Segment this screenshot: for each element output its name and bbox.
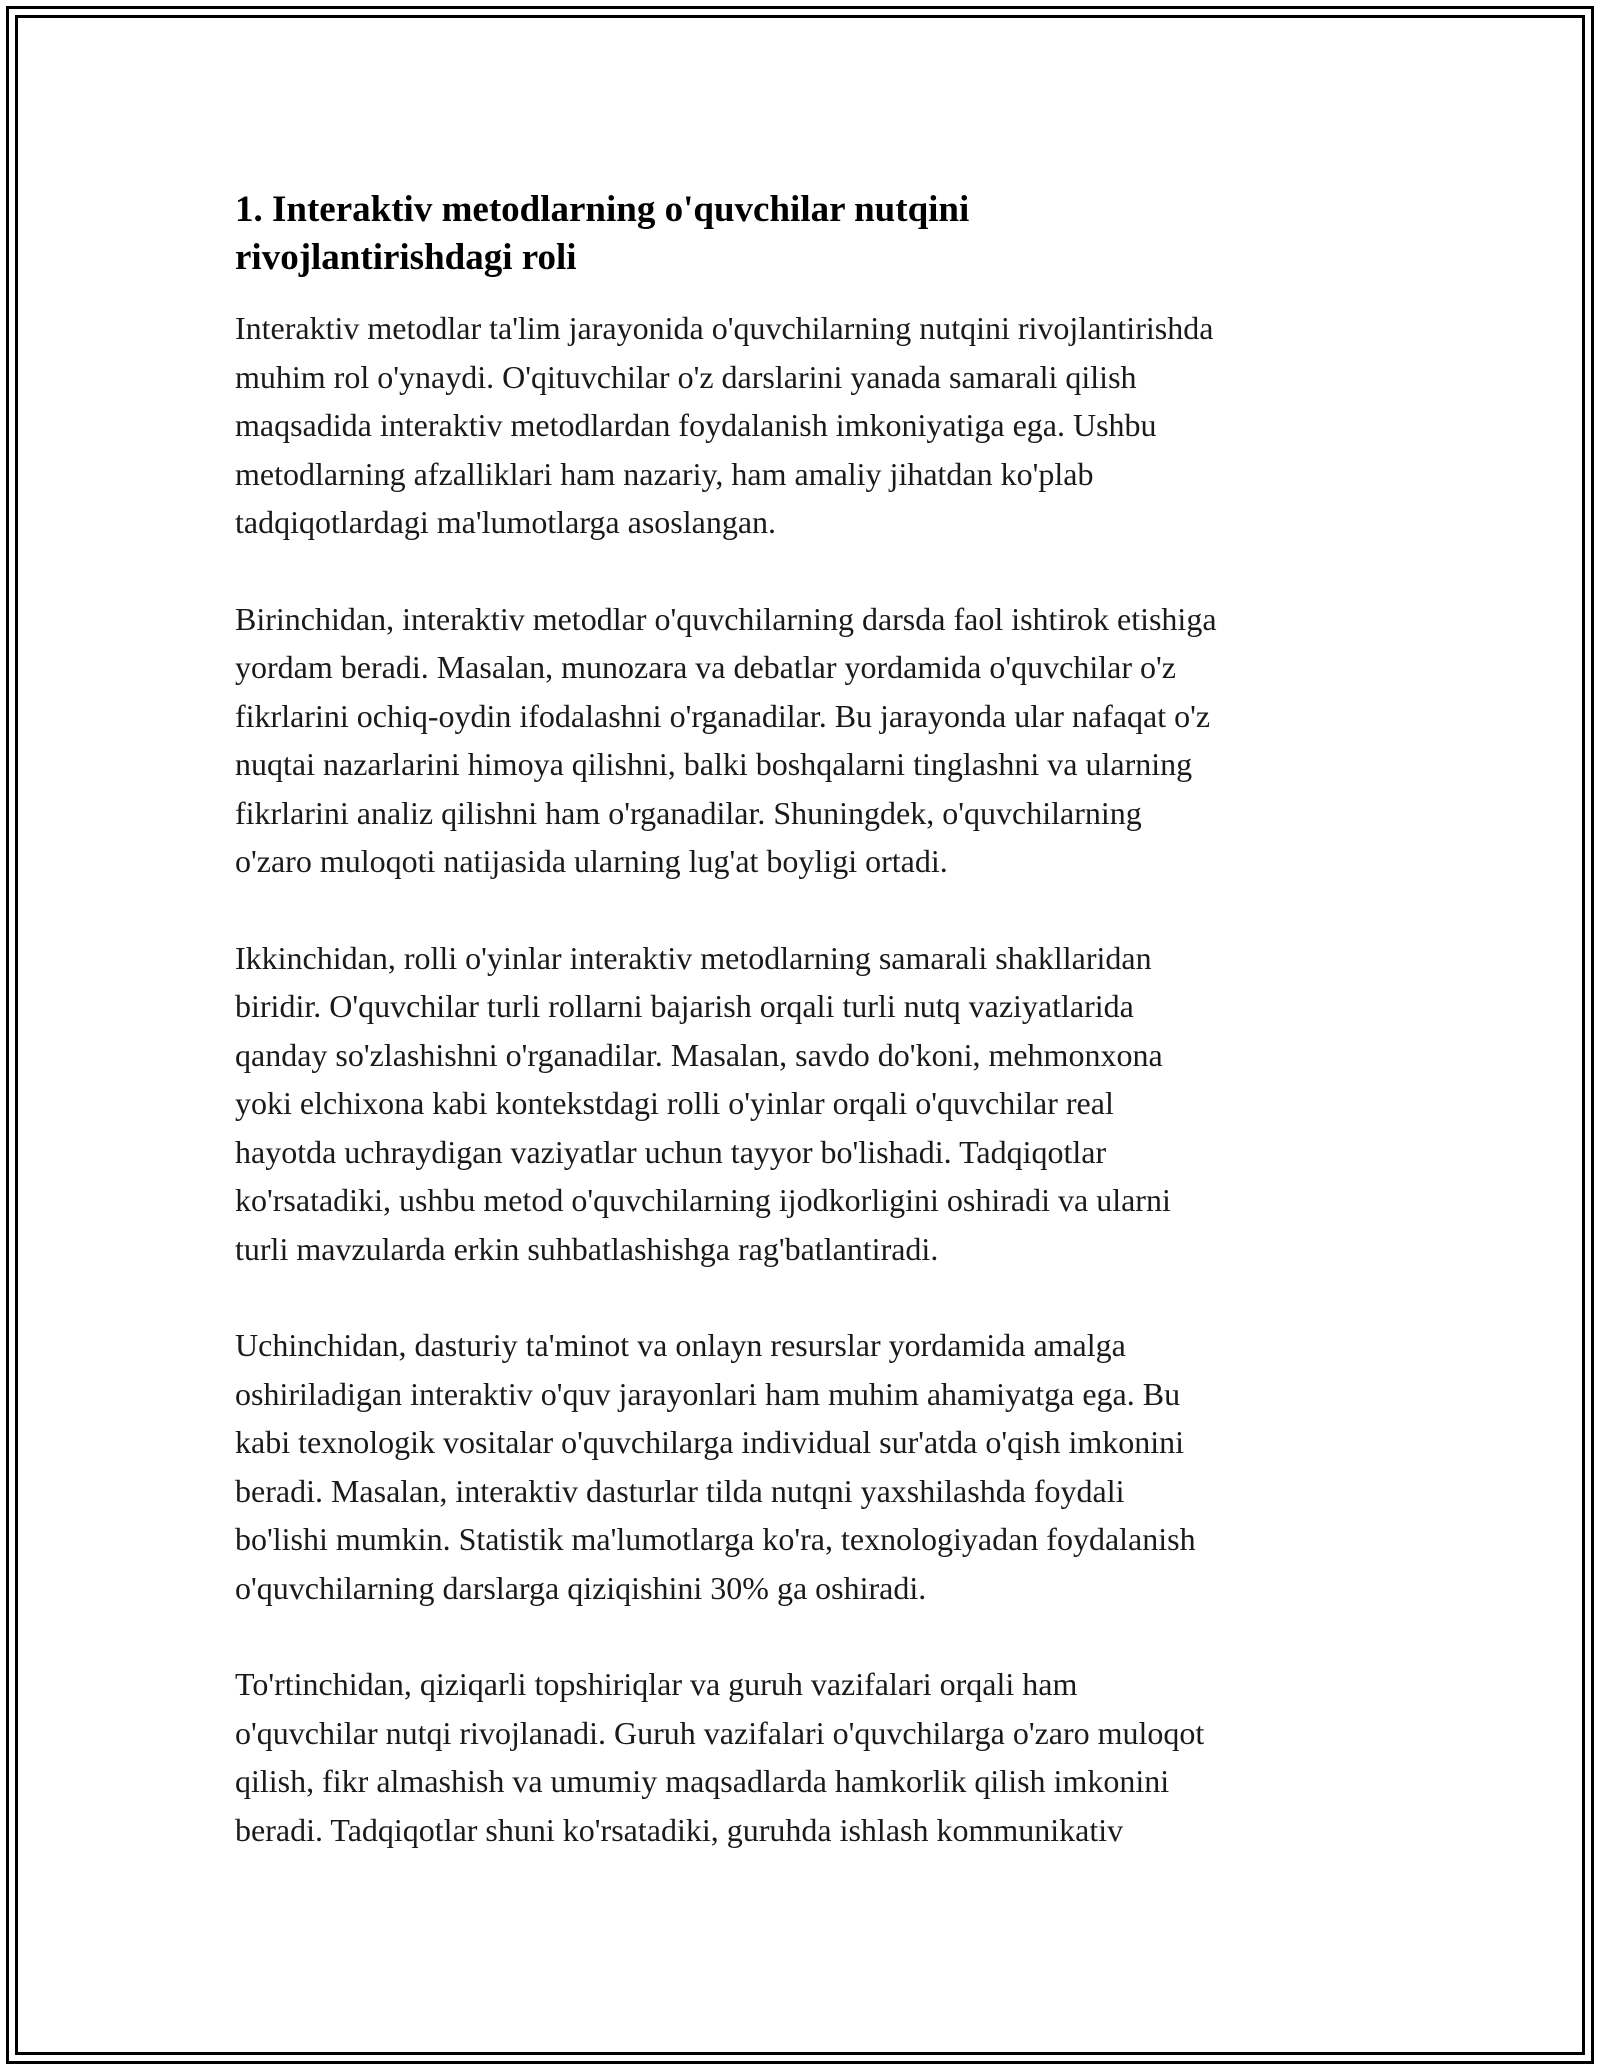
text-line: o'zaro muloqoti natijasida ularning lug'at boyligi ortadi.	[235, 843, 948, 879]
paragraph	[235, 1321, 1385, 1612]
text-line: hayotda uchraydigan vaziyatlar uchun tayyor bo'lishadi. Tadqiqotlar	[235, 1133, 1107, 1170]
document-body	[235, 186, 1385, 1854]
text-line: fikrlarini ochiq-oydin ifodalashni o'rganadilar. Bu jarayonda ular nafaqat o'z	[235, 697, 1211, 734]
paragraph-list	[235, 304, 1385, 1854]
text-line: nuqtai nazarlarini himoya qilishni, balki boshqalarni tinglashni va ularning	[235, 746, 1193, 782]
text-line: To'rtinchidan, qiziqarli topshiriqlar va guruh vazifalari orqali ham	[235, 1666, 1078, 1702]
text-line: ko'rsatadiki, ushbu metod o'quvchilarning ijodkorligini oshiradi va ularni	[235, 1182, 1171, 1218]
paragraph	[235, 934, 1385, 1274]
text-line: tadqiqotlardagi ma'lumotlarga asoslangan.	[235, 504, 777, 540]
text-line: Ikkinchidan, rolli o'yinlar interaktiv metodlarning samarali shakllaridan	[235, 939, 1152, 976]
text-line: Birinchidan, interaktiv metodlar o'quvchilarning darsda faol ishtirok etishiga	[235, 600, 1217, 637]
text-line: biridir. O'quvchilar turli rollarni bajarish orqali turli nutq vaziyatlarida	[235, 988, 1134, 1024]
text-line: Interaktiv metodlar ta'lim jarayonida o'quvchilarning nutqini rivojlantirishda	[235, 310, 1214, 346]
text-line: yoki elchixona kabi kontekstdagi rolli o'yinlar orqali o'quvchilar real	[235, 1085, 1114, 1121]
text-line: kabi texnologik vositalar o'quvchilarga individual sur'atda o'qish imkonini	[235, 1424, 1184, 1460]
text-line: beradi. Tadqiqotlar shuni ko'rsatadiki, guruhda ishlash kommunikativ	[235, 1811, 1124, 1848]
text-line: qanday so'zlashishni o'rganadilar. Masalan, savdo do'koni, mehmonxona	[235, 1036, 1163, 1073]
text-line: yordam beradi. Masalan, munozara va debatlar yordamida o'quvchilar o'z	[235, 649, 1176, 685]
text-line: o'quvchilar nutqi rivojlanadi. Guruh vazifalari o'quvchilarga o'zaro muloqot	[235, 1714, 1205, 1751]
paragraph	[235, 1660, 1385, 1854]
text-line: metodlarning afzalliklari ham nazariy, ham amaliy jihatdan ko'plab	[235, 455, 1094, 492]
paragraph	[235, 595, 1385, 886]
title-line: rivojlantirishdagi roli	[235, 237, 577, 278]
text-line: turli mavzularda erkin suhbatlashishga rag'batlantiradi.	[235, 1230, 939, 1267]
section-title	[235, 186, 1385, 282]
text-line: oshiriladigan interaktiv o'quv jarayonlari ham muhim ahamiyatga ega. Bu	[235, 1375, 1181, 1412]
text-line: bo'lishi mumkin. Statistik ma'lumotlarga ko'ra, texnologiyadan foydalanish	[235, 1521, 1196, 1557]
text-line: qilish, fikr almashish va umumiy maqsadlarda hamkorlik qilish imkonini	[235, 1763, 1170, 1799]
paragraph	[235, 304, 1385, 547]
text-line: o'quvchilarning darslarga qiziqishini 30% ga oshiradi.	[235, 1569, 927, 1606]
text-line: maqsadida interaktiv metodlardan foydalanish imkoniyatiga ega. Ushbu	[235, 407, 1157, 443]
text-line: fikrlarini analiz qilishni ham o'rganadilar. Shuningdek, o'quvchilarning	[235, 794, 1142, 831]
text-line: Uchinchidan, dasturiy ta'minot va onlayn resurslar yordamida amalga	[235, 1327, 1126, 1363]
title-line: 1. Interaktiv metodlarning o'quvchilar nutqini	[235, 189, 970, 230]
text-line: beradi. Masalan, interaktiv dasturlar tilda nutqni yaxshilashda foydali	[235, 1472, 1125, 1509]
text-line: muhim rol o'ynaydi. O'qituvchilar o'z darslarini yanada samarali qilish	[235, 358, 1137, 395]
